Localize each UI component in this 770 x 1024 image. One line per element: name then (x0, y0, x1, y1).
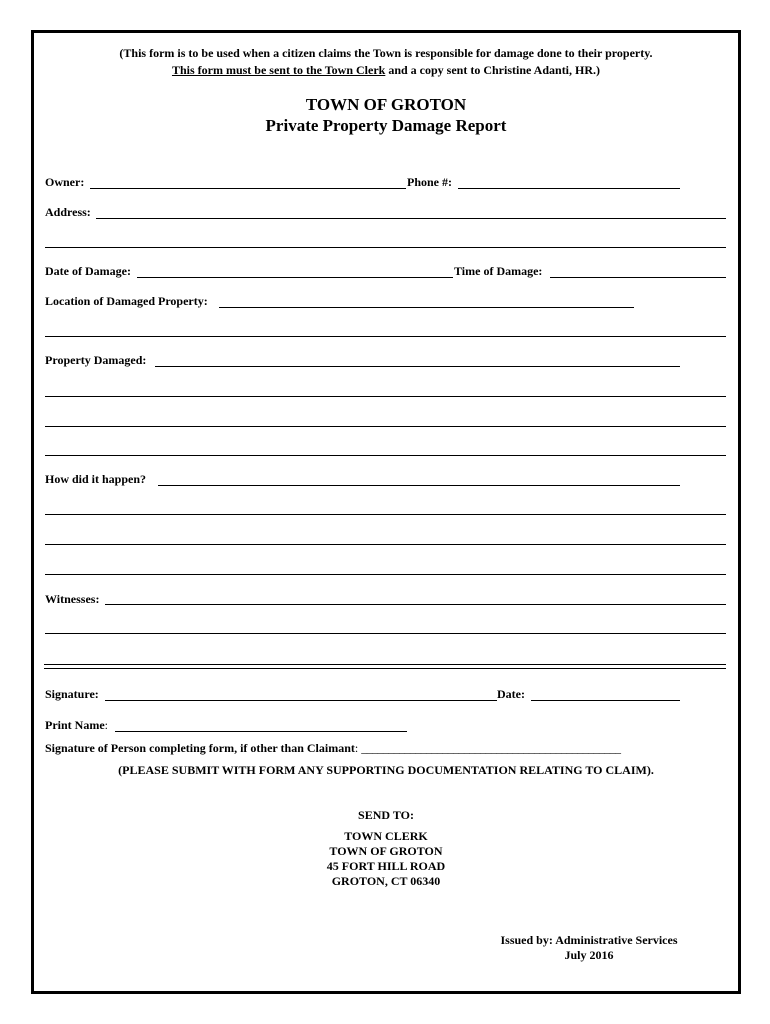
owner-label: Owner: (45, 175, 85, 189)
send-to-heading: SEND TO: (358, 808, 414, 822)
form-title: TOWN OF GROTON (305, 95, 467, 114)
property-damaged-input-line-2[interactable] (45, 396, 726, 397)
send-to-line: GROTON, CT 06340 (331, 874, 441, 888)
date-of-damage-label: Date of Damage: (45, 264, 131, 278)
how-happen-label: How did it happen? (45, 472, 147, 486)
phone-input-line[interactable] (458, 188, 680, 189)
time-of-damage-input-line[interactable] (550, 277, 726, 278)
intro-underlined-text: This form must be sent to the Town Clerk (171, 63, 386, 77)
form-subtitle: Private Property Damage Report (265, 116, 507, 135)
property-damaged-input-line-4[interactable] (45, 455, 726, 456)
location-label: Location of Damaged Property: (45, 294, 208, 308)
property-damaged-label: Property Damaged: (45, 353, 147, 367)
phone-label: Phone #: (407, 175, 452, 189)
send-to-line: 45 FORT HILL ROAD (326, 859, 446, 873)
location-input-line[interactable] (219, 307, 634, 308)
submit-note: (PLEASE SUBMIT WITH FORM ANY SUPPORTING DOCUMENTATION RELATING TO CLAIM). (118, 763, 654, 777)
how-happen-input-line-4[interactable] (45, 574, 726, 575)
how-happen-input-line[interactable] (158, 485, 680, 486)
how-happen-input-line-2[interactable] (45, 514, 726, 515)
other-signature-text: Signature of Person completing form, if other than Claimant (45, 741, 355, 755)
location-input-line-2[interactable] (45, 336, 726, 337)
property-damaged-input-line[interactable] (155, 366, 680, 367)
address-label: Address: (45, 205, 91, 219)
print-name-input-line[interactable] (115, 731, 407, 732)
signature-label: Signature: (45, 687, 99, 701)
witnesses-label: Witnesses: (45, 592, 100, 606)
print-name-colon: : (104, 718, 108, 732)
date-of-damage-input-line[interactable] (137, 277, 453, 278)
address-input-line-2[interactable] (45, 247, 726, 248)
issued-by: Issued by: Administrative Services (500, 933, 678, 947)
date-label: Date: (497, 687, 525, 701)
other-signature-input-line[interactable]: ________________________________________________ (361, 741, 621, 755)
date-input-line[interactable] (531, 700, 680, 701)
intro-rest-text: and a copy sent to Christine Adanti, HR.) (385, 63, 601, 77)
other-signature-label (45, 741, 620, 756)
witnesses-input-line[interactable] (105, 604, 726, 605)
issued-date: July 2016 (564, 948, 614, 962)
intro-line-2 (31, 63, 741, 78)
witnesses-input-line-2[interactable] (45, 633, 726, 634)
time-of-damage-label: Time of Damage: (454, 264, 543, 278)
other-signature-colon: : (354, 741, 359, 755)
owner-input-line[interactable] (90, 188, 406, 189)
signature-input-line[interactable] (105, 700, 497, 701)
property-damaged-input-line-3[interactable] (45, 426, 726, 427)
how-happen-input-line-3[interactable] (45, 544, 726, 545)
print-name-label (45, 718, 108, 733)
intro-line-1: (This form is to be used when a citizen claims the Town is responsible for damage done to their property. (119, 46, 653, 60)
print-name-text: Print Name (45, 718, 105, 732)
send-to-line: TOWN CLERK (344, 829, 428, 843)
send-to-line: TOWN OF GROTON (329, 844, 443, 858)
section-divider (44, 664, 726, 669)
address-input-line[interactable] (96, 218, 726, 219)
